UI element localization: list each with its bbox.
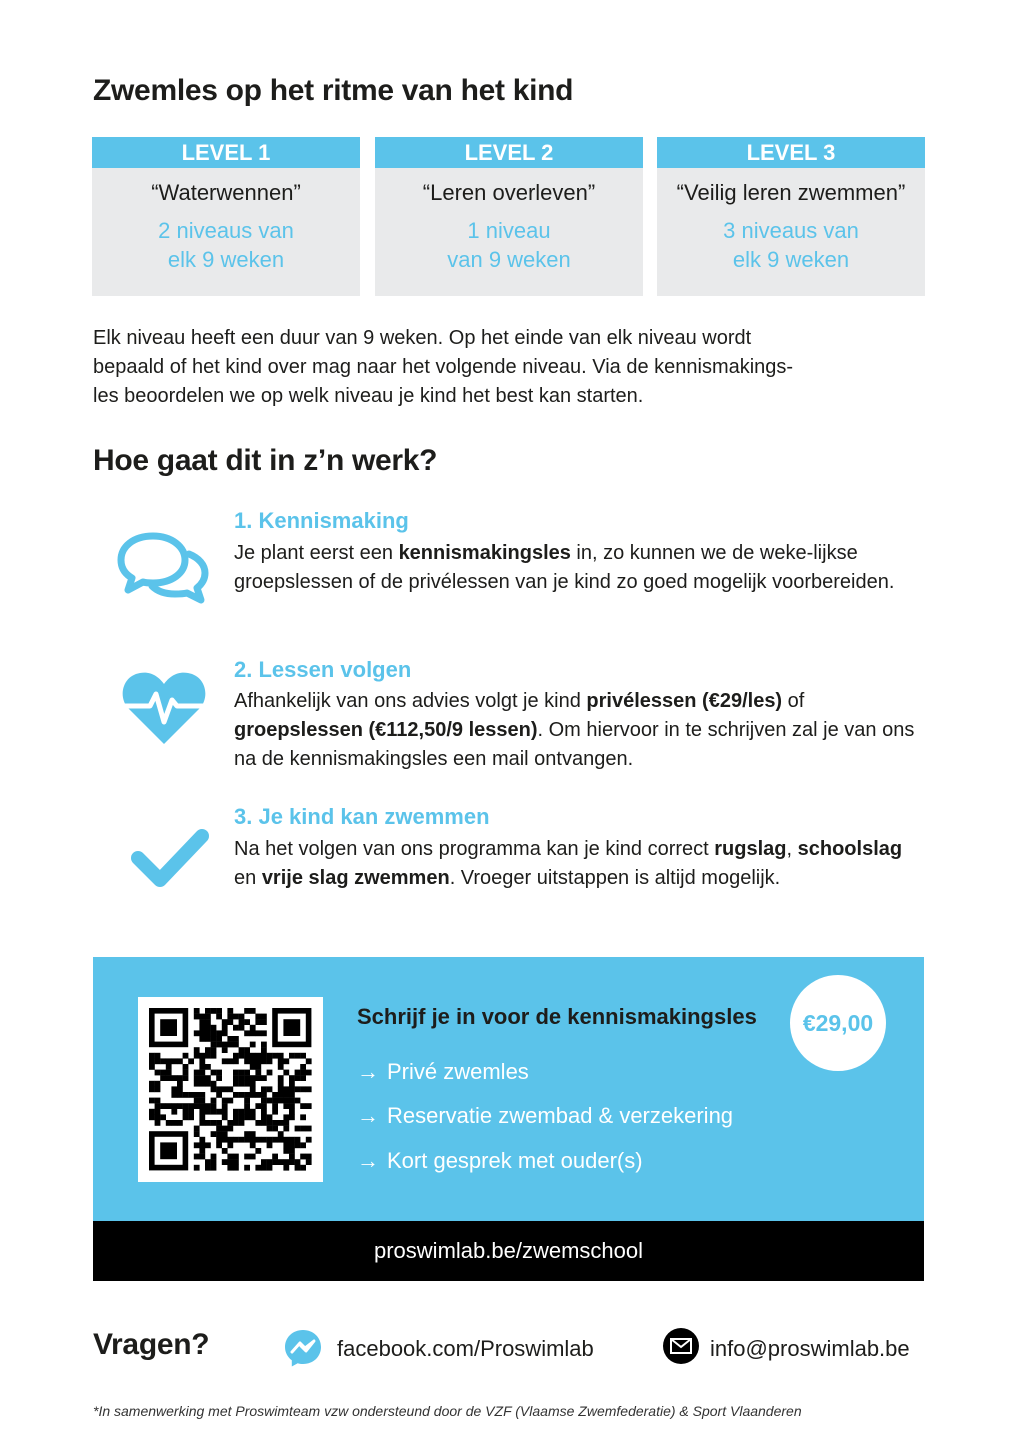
footnote: *In samenwerking met Proswimteam vzw ondersteund door de VZF (Vlaamse Zwemfederatie) & Sport Vlaanderen [93,1403,802,1419]
text-run: Na het volgen van ons programma kan je kind correct [234,838,715,860]
arrow-right-icon: → [357,1148,379,1173]
level-duration-line: van 9 weken [447,247,571,272]
bold-run: vrije slag zwemmen [261,867,450,889]
level-card-1 [92,137,360,296]
questions-heading: Vragen? [93,1328,210,1361]
step-text [234,687,924,774]
text-run: Je plant eerst een [234,542,399,564]
level-label: LEVEL 1 [92,137,360,168]
signup-benefit [357,1148,643,1174]
signup-url-link[interactable]: proswimlab.be/zwemschool [93,1221,924,1281]
intro-line: les beoordelen we op welk niveau je kind het best kan starten. [93,385,644,407]
level-duration-line: 2 niveaus van [158,218,294,243]
level-quote: “Waterwennen” [151,180,301,205]
level-card-2 [375,137,643,296]
text-run: of [782,690,805,712]
level-label: LEVEL 2 [375,137,643,168]
page-title: Zwemles op het ritme van het kind [93,74,574,107]
signup-benefit [357,1059,529,1085]
bold-run: rugslag [714,838,787,860]
level-quote: “Leren overleven” [422,180,596,205]
signup-title: Schrijf je in voor de kennismakingsles [357,1004,757,1029]
email-link[interactable]: info@proswimlab.be [710,1336,910,1361]
bold-run: schoolslag [797,838,903,860]
qr-code[interactable] [138,997,323,1182]
mail-icon [663,1328,699,1369]
text-run: in, zo kunnen we de weke-lijkse groepslessen of de privélessen van je kind zo goed mogelijk voorbereiden. [234,542,895,593]
facebook-link[interactable]: facebook.com/Proswimlab [337,1336,594,1361]
level-duration [375,216,643,274]
benefit-label: Reservatie zwembad & verzekering [387,1103,734,1128]
level-duration [92,216,360,274]
bold-run: kennismakingsles [398,542,571,564]
text-run: . Vroeger uitstappen is altijd mogelijk. [449,867,781,889]
level-duration [657,216,925,274]
level-duration-line: elk 9 weken [167,247,285,272]
intro-paragraph [93,324,923,411]
heart-pulse-icon [120,668,208,751]
messenger-icon [283,1328,323,1373]
level-card-3 [657,137,925,296]
level-duration-line: 1 niveau [467,218,551,243]
step-text [234,835,924,893]
arrow-right-icon: → [357,1059,379,1084]
benefit-label: Kort gesprek met ouder(s) [387,1148,643,1173]
price-badge: €29,00 [790,975,886,1071]
bold-run: privélessen (€29/les) [586,690,783,712]
text-run: , [786,838,798,860]
section-title: Hoe gaat dit in z’n werk? [93,444,438,477]
benefit-label: Privé zwemles [387,1059,529,1084]
step-title: 1. Kennismaking [234,508,409,533]
step-title: 3. Je kind kan zwemmen [234,804,490,829]
step-text [234,539,924,597]
qr-code-graphic [138,997,323,1182]
checkmark-icon [128,826,212,895]
level-duration-line: 3 niveaus van [723,218,859,243]
text-run: . Om hiervoor in te schrijven zal je van ons na de kennismakingsles een mail ontvangen. [234,719,915,770]
intro-line: Elk niveau heeft een duur van 9 weken. Op het einde van elk niveau wordt [93,327,752,349]
level-label: LEVEL 3 [657,137,925,168]
text-run: Afhankelijk van ons advies volgt je kind [234,690,587,712]
signup-benefit [357,1103,733,1129]
chat-bubbles-icon [115,530,210,610]
level-duration-line: elk 9 weken [732,247,850,272]
arrow-right-icon: → [357,1103,379,1128]
level-quote: “Veilig leren zwemmen” [676,180,906,205]
step-title: 2. Lessen volgen [234,657,412,682]
intro-line: bepaald of het kind over mag naar het volgende niveau. Via de kennismakings- [93,356,794,378]
bold-run: groepslessen (€112,50/9 lessen) [234,719,538,741]
text-run: en [234,867,262,889]
